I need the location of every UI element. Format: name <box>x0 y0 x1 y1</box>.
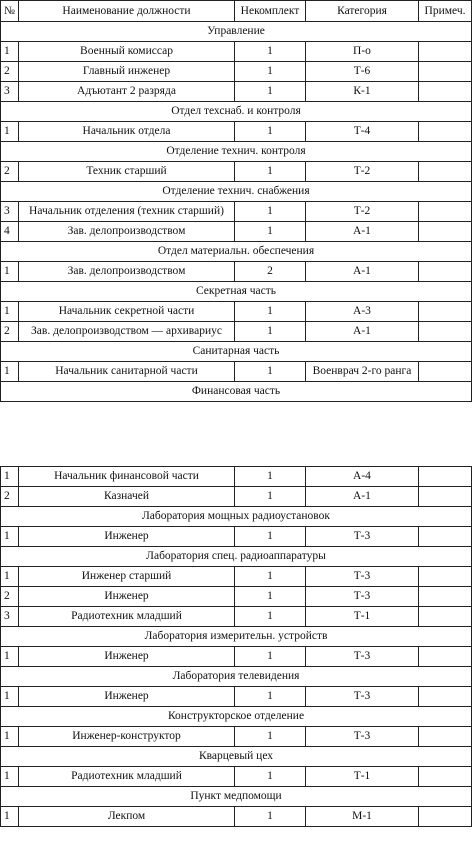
position-name-cell: Инженер <box>19 587 235 607</box>
section-title: Отделение технич. снабжения <box>1 182 472 202</box>
category-cell: А-3 <box>306 302 419 322</box>
section-title: Отдел техснаб. и контроля <box>1 102 472 122</box>
table-row <box>1 222 472 242</box>
row-number-cell: 1 <box>1 42 19 62</box>
note-cell <box>419 322 472 342</box>
note-cell <box>419 807 472 827</box>
row-number-cell: 1 <box>1 807 19 827</box>
section-title: Лаборатория мощных радиоустановок <box>1 507 472 527</box>
header-count: Некомплект <box>235 1 306 22</box>
category-cell: Т-3 <box>306 687 419 707</box>
position-name-cell: Инженер-конструктор <box>19 727 235 747</box>
note-cell <box>419 727 472 747</box>
vacancy-count-cell: 2 <box>235 262 306 282</box>
table-row <box>1 467 472 487</box>
position-name-cell: Начальник отделения (техник старший) <box>19 202 235 222</box>
vacancy-count-cell: 1 <box>235 607 306 627</box>
position-name-cell: Лекпом <box>19 807 235 827</box>
vacancy-count-cell: 1 <box>235 122 306 142</box>
table-row <box>1 567 472 587</box>
section-title: Отдел материальн. обеспечения <box>1 242 472 262</box>
row-number-cell: 1 <box>1 467 19 487</box>
section-title: Отделение технич. контроля <box>1 142 472 162</box>
vacancy-count-cell: 1 <box>235 727 306 747</box>
category-cell: Т-2 <box>306 202 419 222</box>
category-cell: К-1 <box>306 82 419 102</box>
section-header-row <box>1 142 472 162</box>
header-num: № <box>1 1 19 22</box>
staff-table-part-2 <box>0 466 472 827</box>
section-header-row <box>1 342 472 362</box>
table-row <box>1 487 472 507</box>
position-name-cell: Инженер старший <box>19 567 235 587</box>
table-row <box>1 807 472 827</box>
row-number-cell: 2 <box>1 62 19 82</box>
row-number-cell: 1 <box>1 767 19 787</box>
table-row <box>1 607 472 627</box>
position-name-cell: Инженер <box>19 647 235 667</box>
vacancy-count-cell: 1 <box>235 62 306 82</box>
note-cell <box>419 222 472 242</box>
category-cell: Т-6 <box>306 62 419 82</box>
table-row <box>1 162 472 182</box>
note-cell <box>419 487 472 507</box>
vacancy-count-cell: 1 <box>235 647 306 667</box>
table-body-part-1 <box>1 22 472 402</box>
note-cell <box>419 607 472 627</box>
table-row <box>1 767 472 787</box>
row-number-cell: 1 <box>1 262 19 282</box>
note-cell <box>419 587 472 607</box>
position-name-cell: Начальник секретной части <box>19 302 235 322</box>
row-number-cell: 1 <box>1 302 19 322</box>
category-cell: Т-1 <box>306 607 419 627</box>
section-header-row <box>1 547 472 567</box>
category-cell: Т-1 <box>306 767 419 787</box>
vacancy-count-cell: 1 <box>235 527 306 547</box>
section-header-row <box>1 787 472 807</box>
table-row <box>1 262 472 282</box>
vacancy-count-cell: 1 <box>235 162 306 182</box>
vacancy-count-cell: 1 <box>235 587 306 607</box>
section-title: Лаборатория телевидения <box>1 667 472 687</box>
section-header-row <box>1 747 472 767</box>
section-header-row <box>1 242 472 262</box>
position-name-cell: Зав. делопроизводством <box>19 222 235 242</box>
vacancy-count-cell: 1 <box>235 222 306 242</box>
row-number-cell: 3 <box>1 607 19 627</box>
row-number-cell: 1 <box>1 527 19 547</box>
row-number-cell: 3 <box>1 202 19 222</box>
note-cell <box>419 567 472 587</box>
vacancy-count-cell: 1 <box>235 807 306 827</box>
note-cell <box>419 767 472 787</box>
section-header-row <box>1 182 472 202</box>
row-number-cell: 2 <box>1 162 19 182</box>
category-cell: Т-3 <box>306 567 419 587</box>
note-cell <box>419 687 472 707</box>
row-number-cell: 1 <box>1 687 19 707</box>
section-header-row <box>1 667 472 687</box>
position-name-cell: Техник старший <box>19 162 235 182</box>
section-header-row <box>1 627 472 647</box>
category-cell: Т-3 <box>306 587 419 607</box>
category-cell: А-4 <box>306 467 419 487</box>
section-title: Пункт медпомощи <box>1 787 472 807</box>
note-cell <box>419 262 472 282</box>
position-name-cell: Радиотехник младший <box>19 767 235 787</box>
category-cell: Т-3 <box>306 727 419 747</box>
position-name-cell: Начальник финансовой части <box>19 467 235 487</box>
category-cell: Т-4 <box>306 122 419 142</box>
row-number-cell: 1 <box>1 122 19 142</box>
section-header-row <box>1 382 472 402</box>
category-cell: Т-3 <box>306 527 419 547</box>
section-title: Санитарная часть <box>1 342 472 362</box>
table-row <box>1 42 472 62</box>
table-row <box>1 122 472 142</box>
position-name-cell: Зав. делопроизводством <box>19 262 235 282</box>
header-note: Примеч. <box>419 1 472 22</box>
row-number-cell: 1 <box>1 362 19 382</box>
table-row <box>1 587 472 607</box>
vacancy-count-cell: 1 <box>235 487 306 507</box>
position-name-cell: Адъютант 2 разряда <box>19 82 235 102</box>
note-cell <box>419 647 472 667</box>
staff-table-part-1 <box>0 0 472 402</box>
position-name-cell: Инженер <box>19 527 235 547</box>
table-row <box>1 647 472 667</box>
category-cell: А-1 <box>306 222 419 242</box>
section-header-row <box>1 707 472 727</box>
table-header-row <box>1 1 472 22</box>
note-cell <box>419 202 472 222</box>
position-name-cell: Зав. делопроизводством — архивариус <box>19 322 235 342</box>
table-body-part-2 <box>1 467 472 827</box>
section-title: Лаборатория спец. радиоаппаратуры <box>1 547 472 567</box>
note-cell <box>419 82 472 102</box>
section-title: Секретная часть <box>1 282 472 302</box>
position-name-cell: Военный комиссар <box>19 42 235 62</box>
position-name-cell: Начальник санитарной части <box>19 362 235 382</box>
table-row <box>1 362 472 382</box>
table-row <box>1 202 472 222</box>
vacancy-count-cell: 1 <box>235 42 306 62</box>
section-header-row <box>1 102 472 122</box>
row-number-cell: 2 <box>1 587 19 607</box>
table-row <box>1 687 472 707</box>
section-header-row <box>1 507 472 527</box>
note-cell <box>419 467 472 487</box>
category-cell: М-1 <box>306 807 419 827</box>
category-cell: А-1 <box>306 322 419 342</box>
vacancy-count-cell: 1 <box>235 82 306 102</box>
row-number-cell: 2 <box>1 487 19 507</box>
section-title: Управление <box>1 22 472 42</box>
position-name-cell: Главный инженер <box>19 62 235 82</box>
category-cell: А-1 <box>306 262 419 282</box>
table-row <box>1 302 472 322</box>
section-title: Финансовая часть <box>1 382 472 402</box>
category-cell: Военврач 2-го ранга <box>306 362 419 382</box>
table-row <box>1 527 472 547</box>
position-name-cell: Начальник отдела <box>19 122 235 142</box>
header-position: Наименование должности <box>19 1 235 22</box>
category-cell: Т-3 <box>306 647 419 667</box>
vacancy-count-cell: 1 <box>235 767 306 787</box>
vacancy-count-cell: 1 <box>235 567 306 587</box>
vacancy-count-cell: 1 <box>235 302 306 322</box>
position-name-cell: Инженер <box>19 687 235 707</box>
page-gap <box>0 413 472 466</box>
section-header-row <box>1 22 472 42</box>
note-cell <box>419 122 472 142</box>
category-cell: П-о <box>306 42 419 62</box>
row-number-cell: 3 <box>1 82 19 102</box>
table-row <box>1 727 472 747</box>
vacancy-count-cell: 1 <box>235 687 306 707</box>
note-cell <box>419 527 472 547</box>
position-name-cell: Радиотехник младший <box>19 607 235 627</box>
note-cell <box>419 362 472 382</box>
header-category: Категория <box>306 1 419 22</box>
position-name-cell: Казначей <box>19 487 235 507</box>
category-cell: А-1 <box>306 487 419 507</box>
table-row <box>1 62 472 82</box>
vacancy-count-cell: 1 <box>235 202 306 222</box>
section-header-row <box>1 282 472 302</box>
vacancy-count-cell: 1 <box>235 322 306 342</box>
section-title: Лаборатория измерительн. устройств <box>1 627 472 647</box>
note-cell <box>419 62 472 82</box>
note-cell <box>419 302 472 322</box>
row-number-cell: 1 <box>1 647 19 667</box>
row-number-cell: 1 <box>1 727 19 747</box>
category-cell: Т-2 <box>306 162 419 182</box>
row-number-cell: 2 <box>1 322 19 342</box>
note-cell <box>419 162 472 182</box>
table-row <box>1 82 472 102</box>
row-number-cell: 1 <box>1 567 19 587</box>
section-title: Кварцевый цех <box>1 747 472 767</box>
vacancy-count-cell: 1 <box>235 467 306 487</box>
vacancy-count-cell: 1 <box>235 362 306 382</box>
table-row <box>1 322 472 342</box>
row-number-cell: 4 <box>1 222 19 242</box>
section-title: Конструкторское отделение <box>1 707 472 727</box>
note-cell <box>419 42 472 62</box>
